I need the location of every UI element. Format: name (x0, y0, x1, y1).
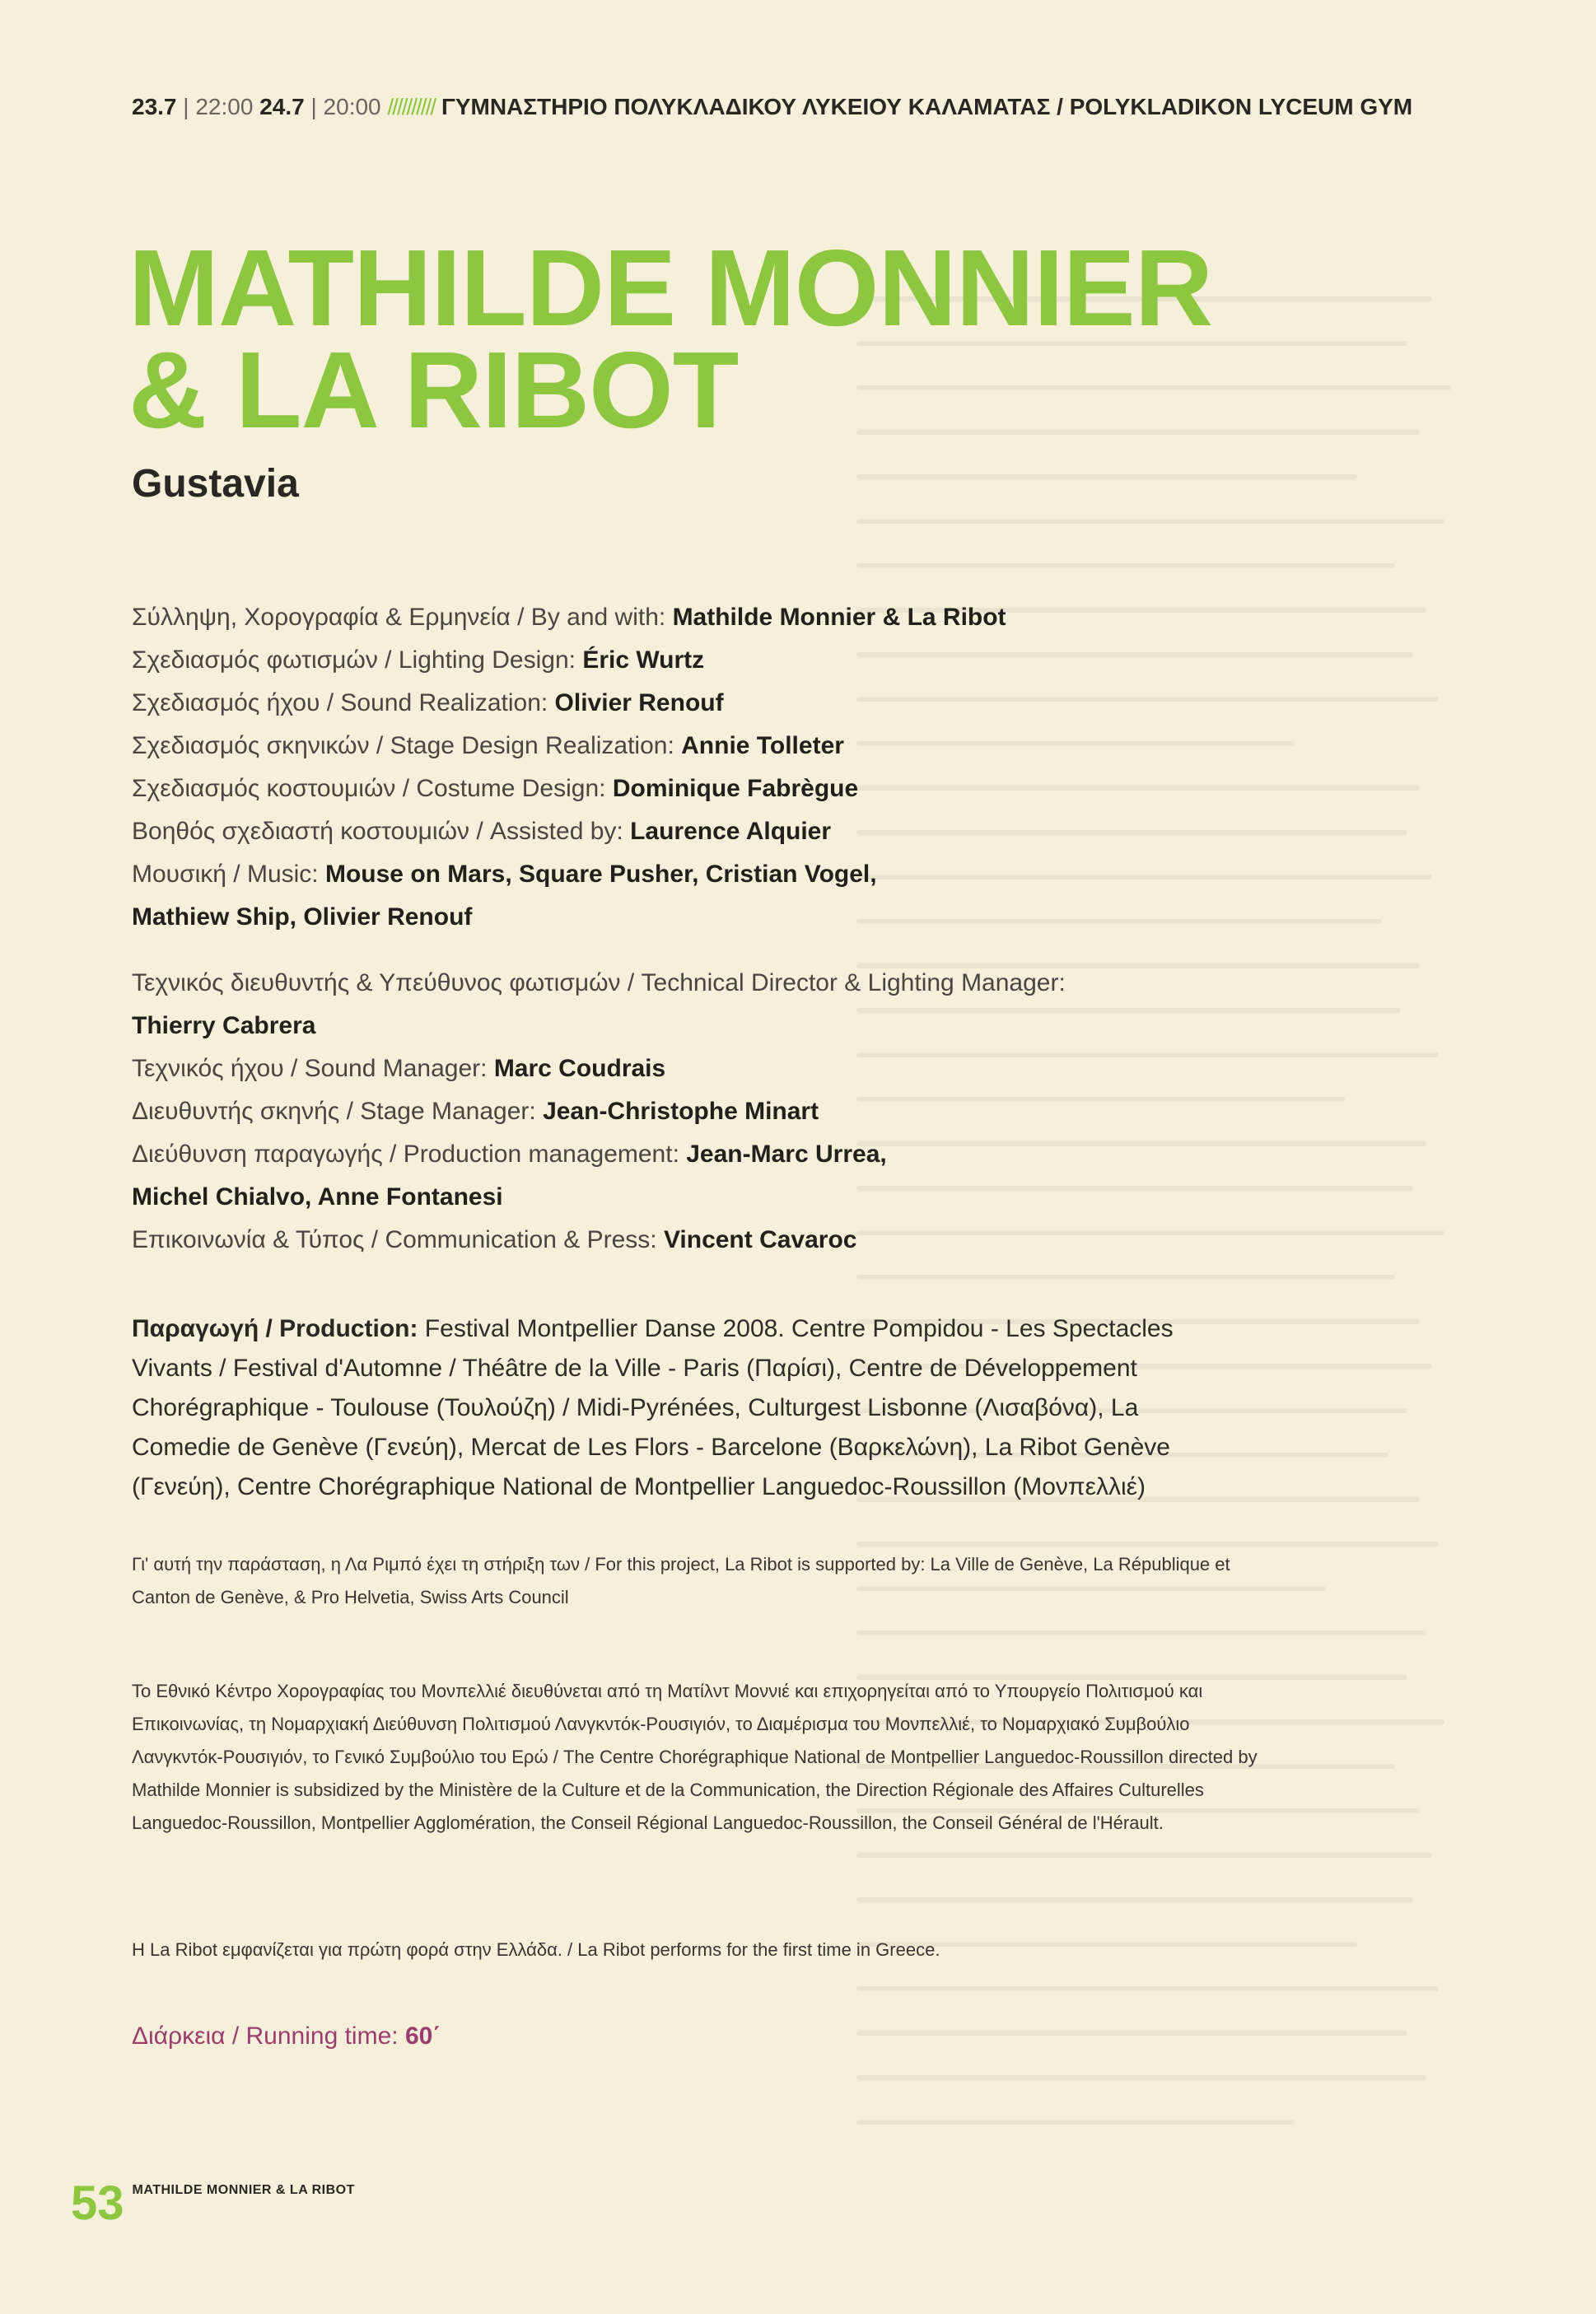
running-time-label: Διάρκεια / Running time: (132, 2022, 405, 2050)
credit-line: Σχεδιασμός ήχου / Sound Realization: Olivier Renouf (132, 689, 724, 716)
credit-line: Τεχνικός διευθυντής & Υπεύθυνος φωτισμών / Technical Director & Lighting Manager: (132, 969, 1066, 996)
time-1: 22:00 (195, 94, 254, 119)
date-1: 23.7 (132, 94, 177, 119)
footer-title: MATHILDE MONNIER & LA RIBOT (132, 2183, 355, 2197)
title-line-2: & LA RIBOT (128, 329, 739, 450)
credit-line-continued: Michel Chialvo, Anne Fontanesi (132, 1183, 503, 1211)
production-label: Παραγωγή / Production: (132, 1315, 418, 1342)
credit-line: Διεύθυνση παραγωγής / Production management: Jean-Marc Urrea, (132, 1141, 887, 1168)
title-line-1: MATHILDE MONNIER (128, 227, 1213, 348)
centre-note: Το Εθνικό Κέντρο Χορογραφίας του Μονπελλιέ διευθύνεται από τη Ματίλντ Μοννιέ και επιχορηγείται από το Υπουργείο Πολιτισμού και Επικοινωνίας, τη Νομαρχιακή Διεύθυνση Πολιτισμού Λανγκντόκ-Ρουσιγιόν, το Διαμέρισμα του Μονπελλιέ, το Νομαρχιακό Συμβούλιο Λανγκντόκ-Ρουσιγιόν, το Γενικό Συμβούλιο του Ερώ / The Centre Chorégraphique National de Montpellier Languedoc-Roussillon directed by Mathilde Monnier is subsidized by the Ministère de la Culture et de la Communication, the Direction Régionale des Affaires Culturelles Languedoc-Roussillon, Montpellier Agglomération, the Conseil Régional Languedoc-Roussillon, the Conseil Général de l'Hérault. (132, 1681, 1258, 1833)
header-slashes: ////////// (387, 94, 436, 119)
first-time-note: Η La Ribot εμφανίζεται για πρώτη φορά στην Ελλάδα. / La Ribot performs for the first time in Greece. (132, 1939, 940, 1960)
credit-line: Σχεδιασμός κοστουμιών / Costume Design: Dominique Fabrègue (132, 775, 859, 802)
credit-line: Μουσική / Music: Mouse on Mars, Square Pusher, Cristian Vogel, (132, 861, 877, 888)
running-time-value: 60΄ (404, 2022, 441, 2050)
running-time (132, 2022, 441, 2050)
performance-schedule-header: 23.7 | 22:00 24.7 | 20:00 ////////// ΓΥΜΝΑΣΤΗΡΙΟ ΠΟΛΥΚΛΑΔΙΚΟΥ ΛΥΚΕΙΟΥ ΚΑΛΑΜΑΤΑΣ / POLYKLADIKON LYCEUM GYM (132, 94, 1413, 119)
credit-line: Σχεδιασμός σκηνικών / Stage Design Realization: Annie Tolleter (132, 732, 844, 759)
credits-list (132, 596, 1202, 1262)
credit-line: Βοηθός σχεδιαστή κοστουμιών / Assisted by: Laurence Alquier (132, 818, 832, 845)
venue: ΓΥΜΝΑΣΤΗΡΙΟ ΠΟΛΥΚΛΑΔΙΚΟΥ ΛΥΚΕΙΟΥ ΚΑΛΑΜΑΤΑΣ / POLYKLADIKON LYCEUM GYM (441, 94, 1413, 119)
credit-line: Σύλληψη, Χορογραφία & Ερμηνεία / By and with: Mathilde Monnier & La Ribot (132, 604, 1006, 631)
production-text: Festival Montpellier Danse 2008. Centre Pompidou - Les Spectacles Vivants / Festival d'Automne / Théâtre de la Ville - Paris (Παρίσι), Centre de Développement Chorégraphique - Toulouse (Τουλούζη) / Midi-Pyrénées, Culturgest Lisbonne (Λισαβόνα), La Comedie de Genève (Γενεύη), Mercat de Les Flors - Barcelone (Βαρκελώνη), La Ribot Genève (Γενεύη), Centre Chorégraphique National de Montpellier Languedoc-Roussillon (Μονπελλιέ) (132, 1315, 1174, 1500)
date-2: 24.7 (259, 94, 305, 119)
page-footer (71, 2176, 355, 2231)
work-title: Gustavia (132, 462, 299, 506)
credit-line-continued: Thierry Cabrera (132, 1012, 316, 1039)
credit-line: Τεχνικός ήχου / Sound Manager: Marc Coudrais (132, 1055, 666, 1082)
time-2: 20:00 (323, 94, 381, 119)
support-note: Γι' αυτή την παράσταση, η Λα Ριμπό έχει τη στήριξη των / For this project, La Ribot is supported by: La Ville de Genève, La République et Canton de Genève, & Pro Helvetia, Swiss Arts Council (132, 1554, 1230, 1607)
credit-line-continued: Mathiew Ship, Olivier Renouf (132, 903, 473, 931)
production-paragraph (132, 1309, 1219, 1507)
credit-line: Επικοινωνία & Τύπος / Communication & Press: Vincent Cavaroc (132, 1226, 857, 1253)
page-title (128, 227, 1213, 450)
credit-line: Σχεδιασμός φωτισμών / Lighting Design: Éric Wurtz (132, 646, 705, 674)
page-number: 53 (71, 2176, 124, 2230)
credit-line: Διευθυντής σκηνής / Stage Manager: Jean-Christophe Minart (132, 1098, 819, 1125)
